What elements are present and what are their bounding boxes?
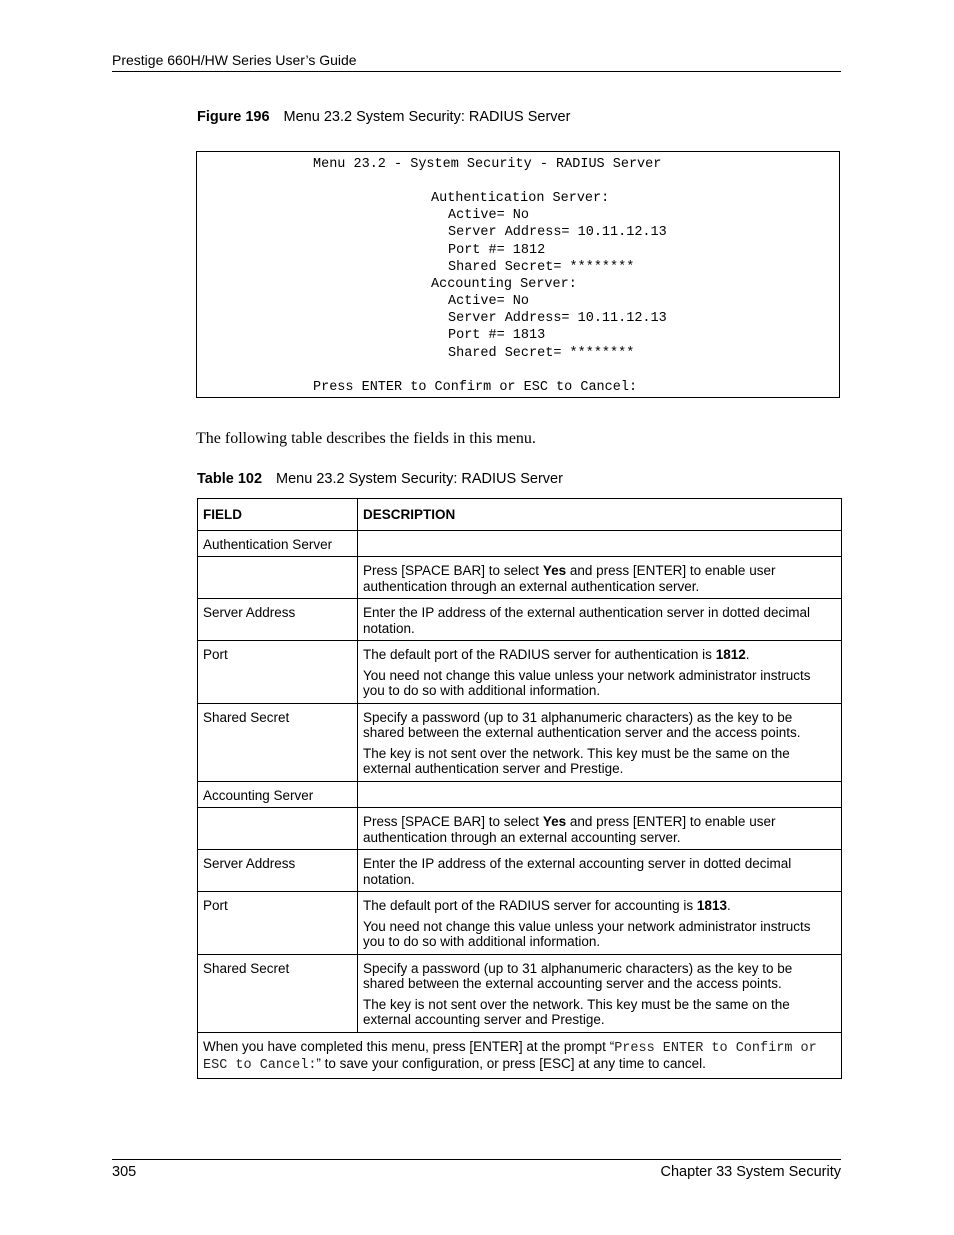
description-cell	[358, 703, 842, 781]
chapter-title: Chapter 33 System Security	[660, 1164, 841, 1180]
screen-acct-address: Server Address= 10.11.12.13	[448, 311, 667, 326]
field-cell: Port	[198, 892, 358, 955]
description-paragraph: You need not change this value unless your network administrator instructs you to do so with additional information.	[363, 918, 811, 949]
description-cell	[358, 954, 842, 1032]
table-caption	[197, 470, 563, 488]
table-label: Table 102	[197, 471, 263, 487]
field-cell: Port	[198, 641, 358, 704]
screen-acct-port: Port #= 1813	[448, 328, 546, 343]
screen-auth-secret: Shared Secret= ********	[448, 260, 635, 275]
table-row	[198, 641, 842, 704]
figure-title: Menu 23.2 System Security: RADIUS Server	[283, 109, 571, 125]
field-cell: Shared Secret	[198, 954, 358, 1032]
note-text: When you have completed this menu, press [ENTER] at the prompt “	[203, 1038, 615, 1054]
field-cell	[198, 808, 358, 850]
description-paragraph: The key is not sent over the network. This key must be the same on the external authentication server and Prestige.	[363, 745, 790, 776]
page-header	[112, 52, 841, 72]
screen-title-line: Menu 23.2 - System Security - RADIUS Server	[313, 157, 662, 172]
description-cell	[358, 781, 842, 808]
description-cell: Enter the IP address of the external accounting server in dotted decimal notation.	[358, 850, 842, 892]
page-number: 305	[112, 1164, 137, 1180]
terminal-screen	[196, 151, 840, 398]
description-bold: Yes	[542, 814, 567, 829]
table-row	[198, 530, 842, 557]
table-row	[198, 557, 842, 599]
table-footer-row	[198, 1032, 842, 1078]
note-text: ” to save your configuration, or press [ESC] at any time to cancel.	[316, 1056, 706, 1071]
table-row	[198, 781, 842, 808]
field-cell: Shared Secret	[198, 703, 358, 781]
screen-auth-active: Active= No	[448, 208, 530, 223]
table-header-row	[198, 499, 842, 531]
description-cell	[358, 808, 842, 850]
page-footer	[112, 1159, 841, 1181]
screen-auth-heading: Authentication Server:	[431, 191, 610, 206]
field-cell: Authentication Server	[198, 530, 358, 557]
description-text: Press [SPACE BAR] to select	[363, 814, 543, 829]
figure-caption	[197, 108, 570, 126]
description-cell	[358, 641, 842, 704]
field-cell: Accounting Server	[198, 781, 358, 808]
screen-auth-address: Server Address= 10.11.12.13	[448, 225, 667, 240]
table-row	[198, 599, 842, 641]
description-text: .	[745, 647, 750, 662]
description-bold: 1812	[715, 647, 746, 662]
table-title: Menu 23.2 System Security: RADIUS Server	[276, 471, 563, 487]
description-cell	[358, 530, 842, 557]
screen-acct-active: Active= No	[448, 294, 530, 309]
field-cell: Server Address	[198, 850, 358, 892]
description-paragraph: The key is not sent over the network. This key must be the same on the external accounting server and Prestige.	[363, 996, 790, 1027]
document-title: Prestige 660H/HW Series User’s Guide	[112, 52, 357, 68]
description-text: The default port of the RADIUS server for authentication is	[363, 647, 716, 662]
table-row	[198, 703, 842, 781]
description-cell	[358, 557, 842, 599]
field-cell	[198, 557, 358, 599]
description-text: .	[726, 898, 731, 913]
description-bold: Yes	[542, 563, 567, 578]
description-paragraph: You need not change this value unless your network administrator instructs you to do so with additional information.	[363, 667, 811, 698]
screen-prompt-line: Press ENTER to Confirm or ESC to Cancel:	[313, 380, 638, 395]
description-bold: 1813	[696, 898, 727, 913]
intro-paragraph: The following table describes the fields in this menu.	[196, 430, 536, 447]
description-paragraph	[363, 647, 836, 663]
description-text: and press [ENTER] to enable user authentication through an external authentication server.	[363, 563, 776, 594]
description-paragraph: Specify a password (up to 31 alphanumeric characters) as the key to be shared between the external authentication server and the access points.	[363, 709, 801, 740]
figure-label: Figure 196	[197, 109, 270, 125]
screen-auth-port: Port #= 1812	[448, 243, 546, 258]
description-text: The default port of the RADIUS server for accounting is	[363, 898, 697, 913]
table-row	[198, 808, 842, 850]
table-row	[198, 892, 842, 955]
header-field: FIELD	[198, 499, 358, 531]
description-cell: Enter the IP address of the external authentication server in dotted decimal notation.	[358, 599, 842, 641]
screen-acct-secret: Shared Secret= ********	[448, 346, 635, 361]
description-paragraph: Specify a password (up to 31 alphanumeric characters) as the key to be shared between the external accounting server and the access points.	[363, 960, 793, 991]
description-text: Press [SPACE BAR] to select	[363, 563, 543, 578]
screen-acct-heading: Accounting Server:	[431, 277, 577, 292]
field-cell: Server Address	[198, 599, 358, 641]
description-cell	[358, 892, 842, 955]
fields-table	[197, 498, 842, 1079]
header-description: DESCRIPTION	[358, 499, 842, 531]
description-paragraph	[363, 898, 836, 914]
table-row	[198, 850, 842, 892]
table-row	[198, 954, 842, 1032]
note-prompt-code: Press ENTER to Confirm or ESC to Cancel:	[203, 1040, 817, 1073]
footer-note-cell	[198, 1032, 842, 1078]
description-text: and press [ENTER] to enable user authentication through an external accounting server.	[363, 814, 776, 845]
